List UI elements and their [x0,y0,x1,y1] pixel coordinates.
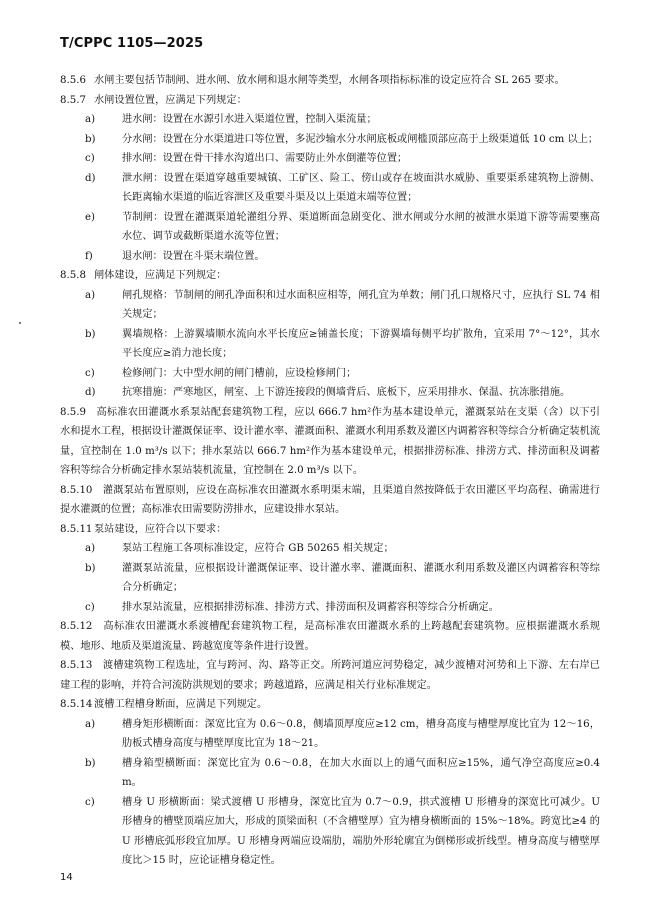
list-item [85,149,600,169]
list-item-label: d) [85,172,96,184]
list-item [85,754,600,793]
body-text [60,71,600,871]
list-item-text: 泵站工程施工各项标准设定，应符合 GB 50265 相关规定； [122,543,394,554]
list-item [85,247,600,267]
list-item-text: 槽身矩形横断面：深宽比宜为 0.6～0.8，侧墙顶厚度应≥12 cm，槽身高度与槽壁厚度比宜为 12～16，肋板式槽身高度与槽壁厚度比宜为 18～21。 [122,718,600,749]
margin-mark [19,322,21,324]
clause-text: 闸体建设，应满足下列规定： [94,270,227,281]
clause-paragraph [60,266,600,286]
list-item-label: c) [85,796,95,808]
list-item-label: f) [85,250,93,262]
page-number: 14 [60,872,73,883]
list-item-text: 翼墙规格：上游翼墙顺水流向水平长度应≥铺盖长度；下游翼墙每侧平均扩散角，宜采用 7°～12°，其水平长度应≥消力池长度； [122,328,600,359]
list-item-text: 槽身 U 形横断面：梁式渡槽 U 形槽身，深宽比宜为 0.7～0.9，拱式渡槽 U 形槽身的深宽比可减少。U 形槽身的槽壁顶端应加大，形成的顶梁面积（不含槽壁厚）宜为槽身横断面的 15%～18%。跨宽比≥4 的 U 形槽底弧形段宜加厚。U 形槽身两端应设端肋，端肋外形轮廓宜为倒梯形或折线型。槽身高度与槽壁厚度比＞15 时，应论证槽身稳定性。 [122,796,600,866]
clause-number: 8.5.8 [60,270,86,281]
clause-text: 水闸主要包括节制闸、进水闸、放水闸和退水闸等类型，水闸各项指标标准的设定应符合 SL 265 要求。 [94,75,565,86]
clause-text: 水闸设置位置，应满足下列规定： [94,94,247,106]
list-item-label: c) [85,153,95,164]
list-item [85,208,600,247]
list-item-text: 槽身箱型横断面：深宽比宜为 0.6～0.8，在加大水面以上的通气面积应≥15%，通气净空高度应≥0.4 m。 [122,757,600,788]
clause-paragraph [60,695,600,715]
list-item-label: a) [85,543,96,554]
list-item-text: 分水闸：设置在分水渠道进口等位置，多泥沙输水分水闸底板或闸槛顶部应高于上级渠道低 10 cm 以上； [122,133,599,145]
list-item [85,364,600,384]
clause-number: 8.5.11 [60,523,93,535]
list-item-label: c) [85,367,95,379]
list-item [85,559,600,598]
list-item-text: 排水泵站流量，应根据排涝标准、排涝方式、排涝面积及调蓄容积等综合分析确定。 [122,601,499,613]
clause-number: 8.5.7 [60,94,86,106]
list-item-text: 闸孔规格：节制闸的闸孔净面积和过水面积应相等，闸孔宜为单数；闸门孔口规格尺寸，应执行 SL 74 相关规定； [122,289,600,320]
list-item [85,110,600,130]
clause-text: 渡槽工程槽身断面，应满足下列规定。 [94,699,268,710]
list-item-text: 节制闸：设置在灌溉渠道轮灌组分界、渠道断面急剧变化、泄水闸或分水闸的被泄水渠道下游等需要壅高水位、调节或截断渠道水流等位置； [122,211,600,242]
clause-paragraph [60,520,600,540]
list-item-text: 灌溉泵站流量，应根据设计灌溉保证率、设计灌水率、灌溉面积、灌溉水利用系数及灌区内调蓄容积等综合分析确定； [122,562,600,593]
clause-paragraph [60,91,600,111]
clause-number: 8.5.6 [60,75,86,86]
list-item-text: 检修闸门：大中型水闸的闸门槽前，应设检修闸门； [122,367,357,379]
list-item [85,598,600,618]
list-item-label: a) [85,289,96,301]
list-item-label: c) [85,601,95,613]
list-item-text: 进水闸：设置在水源引水进入渠道位置，控制入渠流量； [122,114,377,125]
clause-paragraph: 8.5.10 灌溉泵站布置原则，应设在高标准农田灌溉水系明渠末端，且渠道自然按降低于农田灌区平均高程、确需进行提水灌溉的位置；高标准农田需要防涝排水，应建设排水泵站。 [60,484,600,515]
list-item [85,325,600,364]
list-item [85,715,600,754]
list-item-label: b) [85,757,96,769]
list-item-text: 排水闸：设置在骨干排水沟道出口、需要防止外水倒灌等位置； [122,153,408,164]
list-item-label: a) [85,718,96,730]
document-id-header: T/CPPC 1105—2025 [60,36,204,51]
list-item-text: 退水闸：设置在斗渠末端位置。 [122,250,265,262]
clause-text: 泵站建设，应符合以下要求： [94,523,227,535]
clause-paragraph: 8.5.12 高标准农田灌溉水系渡槽配套建筑物工程，是高标准农田灌溉水系的上跨越配套建筑物。应根据灌溉水系规模、地形、地质及渠道流量、跨越宽度等条件进行设置。 [60,621,600,652]
list-item-label: b) [85,562,96,574]
clause-number: 8.5.14 [60,699,93,710]
list-item [85,383,600,403]
list-item [85,130,600,150]
list-item [85,539,600,559]
list-item-label: b) [85,133,96,145]
list-item-text: 抗寒措施：严寒地区，闸室、上下游连接段的侧墙背后、底板下，应采用排水、保温、抗冻胀措施。 [122,387,571,398]
list-item [85,169,600,208]
list-item-label: e) [85,211,96,223]
list-item [85,286,600,325]
list-item-text: 泄水闸：设置在渠道穿越重要城镇、工矿区、险工、傍山或存在坡面洪水威胁、重要渠系建筑物上游侧、长距离输水渠道的临近容泄区及重要斗渠及以上渠道末端等位置； [122,172,600,203]
clause-paragraph: 8.5.9 高标准农田灌溉水系泵站配套建筑物工程，应以 666.7 hm²作为基本建设单元，灌溉泵站在支渠（含）以下引水和提水工程，根据设计灌溉保证率、设计灌水率、灌溉面积、灌溉水利用系数及灌区内调蓄容积等综合分析确定装机流量，宜控制在 1.0 m³/s 以下；排水泵站以 666.7 hm²作为基本建设单元，根据排涝标准、排涝方式、排涝面积及调蓄容积等综合分析确定排水泵站装机流量，宜控制在 2.0 m³/s 以下。 [60,406,600,476]
clause-paragraph: 8.5.13 渡槽建筑物工程选址，宜与跨河、沟、路等正交。所跨河道应河势稳定，减少渡槽对河势和上下游、左右岸已建工程的影响，并符合河流防洪规划的要求；跨越道路，应满足相关行业标准规定。 [60,660,600,691]
list-item-label: b) [85,328,96,340]
list-item [85,793,600,871]
list-item-label: d) [85,387,96,398]
list-item-label: a) [85,114,96,125]
clause-paragraph [60,71,600,91]
